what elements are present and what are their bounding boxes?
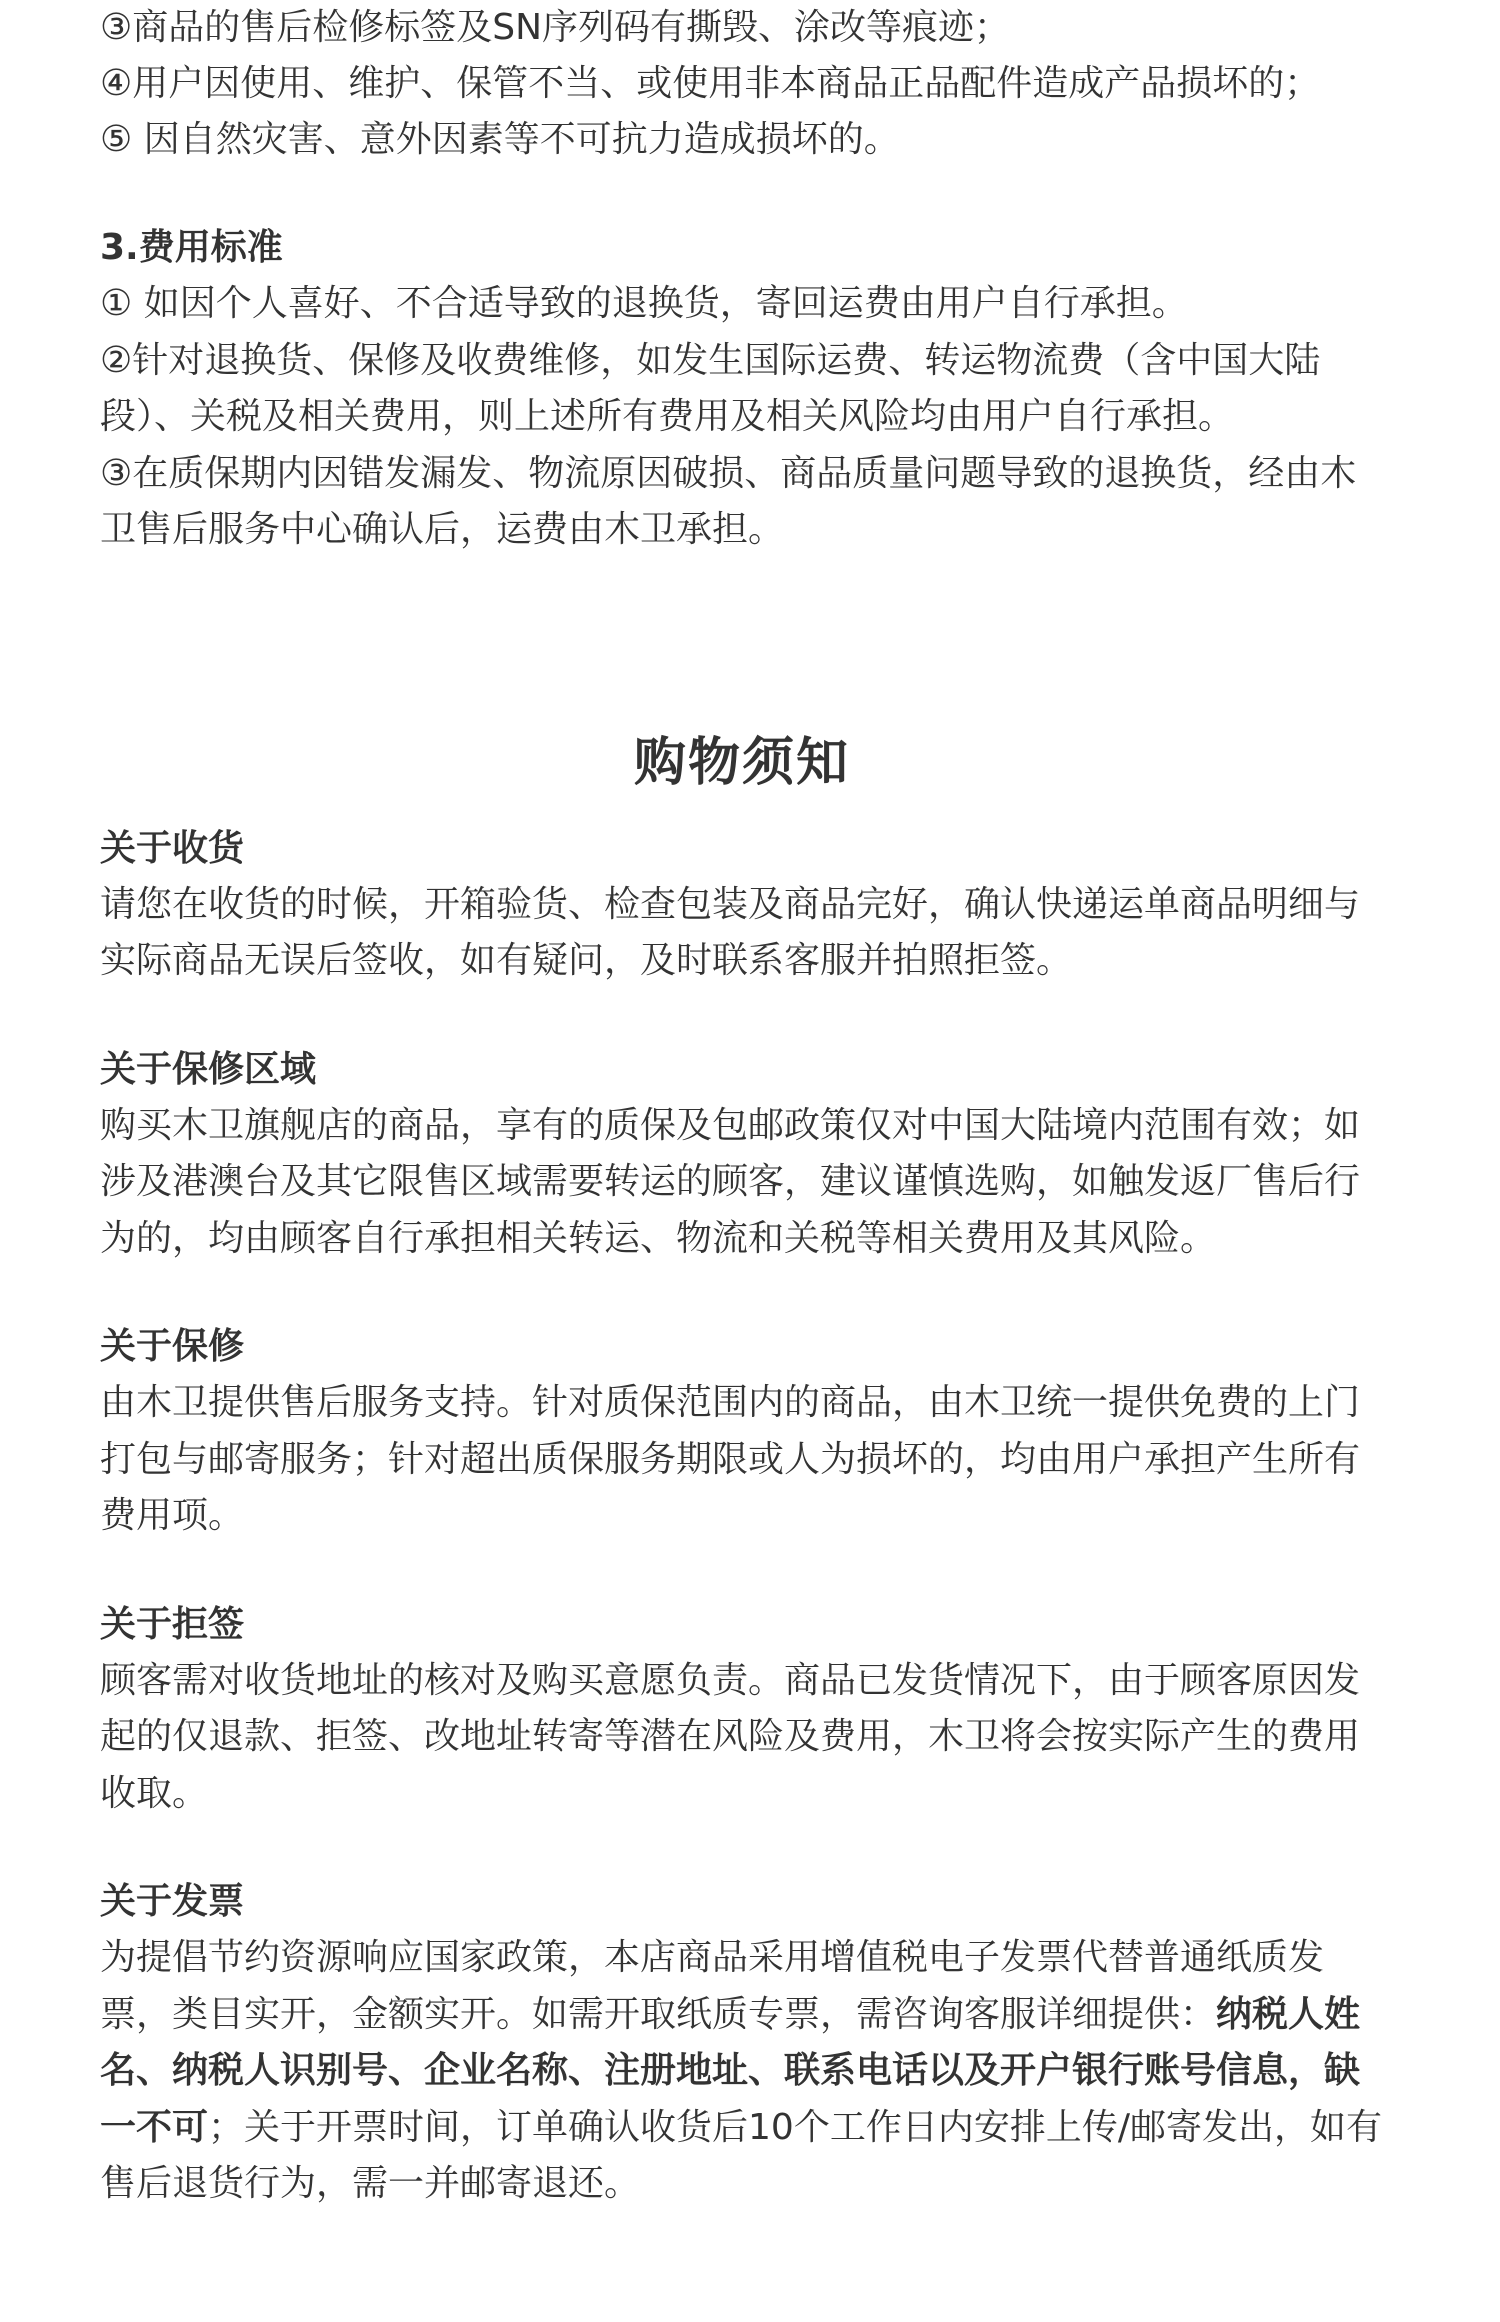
warranty-region-text: 购买木卫旗舰店的商品，享有的质保及包邮政策仅对中国大陆境内范围有效；如涉及港澳台及其它限售区域需要转运的顾客，建议谨慎选购，如触发返厂售后行为的，均由顾客自行承担相关转运、物流和关税等相关费用及其风险。 [100, 1104, 1361, 1259]
invoice-required-info: 纳税人姓名、纳税人识别号、企业名称、注册地址、联系电话以及开户银行账号信息，缺一不可 [100, 1993, 1361, 2148]
warranty-heading: 关于保修 [100, 1326, 245, 1367]
fee-item-3: ③在质保期内因错发漏发、物流原因破损、商品质量问题导致的退换货，经由木卫售后服务中心确认后，运费由木卫承担。 [100, 452, 1357, 550]
fee-item-1: ① 如因个人喜好、不合适导致的退换货，寄回运费由用户自行承担。 [100, 283, 1188, 324]
invoice-heading: 关于发票 [100, 1881, 245, 1922]
invoice-text-before: 为提倡节约资源响应国家政策，本店商品采用增值税电子发票代替普通纸质发票，类目实开，金额实开。如需开取纸质专票，需咨询客服详细提供： [100, 1937, 1325, 2035]
exclusion-item-3: ③商品的售后检修标签及SN序列码有撕毁、涂改等痕迹； [100, 7, 1011, 48]
warranty-text: 由木卫提供售后服务支持。针对质保范围内的商品，由木卫统一提供免费的上门打包与邮寄服务；针对超出质保服务期限或人为损坏的，均由用户承担产生所有费用项。 [100, 1382, 1361, 1536]
receiving-text: 请您在收货的时候，开箱验货、检查包装及商品完好，确认快递运单商品明细与实际商品无误后签收，如有疑问，及时联系客服并拍照拒签。 [100, 883, 1361, 981]
invoice-text-after: ；关于开票时间，订单确认收货后10个工作日内安排上传/邮寄发出，如有售后退货行为，需一并邮寄退还。 [100, 2106, 1382, 2204]
refusal-text: 顾客需对收货地址的核对及购买意愿负责。商品已发货情况下，由于顾客原因发起的仅退款、拒签、改地址转寄等潜在风险及费用，木卫将会按实际产生的费用收取。 [100, 1659, 1361, 1814]
fee-item-2: ②针对退换货、保修及收费维修，如发生国际运费、转运物流费（含中国大陆段）、关税及相关费用，则上述所有费用及相关风险均由用户自行承担。 [100, 339, 1321, 437]
receiving-heading: 关于收货 [100, 827, 245, 869]
exclusion-item-5: ⑤ 因自然灾害、意外因素等不可抗力造成损坏的。 [100, 119, 900, 160]
refusal-heading: 关于拒签 [100, 1603, 245, 1645]
invoice-text [100, 1930, 1384, 2213]
shopping-notice-title: 购物须知 [633, 732, 850, 793]
warranty-region-heading: 关于保修区域 [100, 1048, 317, 1090]
exclusion-item-4: ④用户因使用、维护、保管不当、或使用非本商品正品配件造成产品损坏的； [100, 63, 1321, 104]
fees-heading: 3.费用标准 [100, 227, 283, 268]
